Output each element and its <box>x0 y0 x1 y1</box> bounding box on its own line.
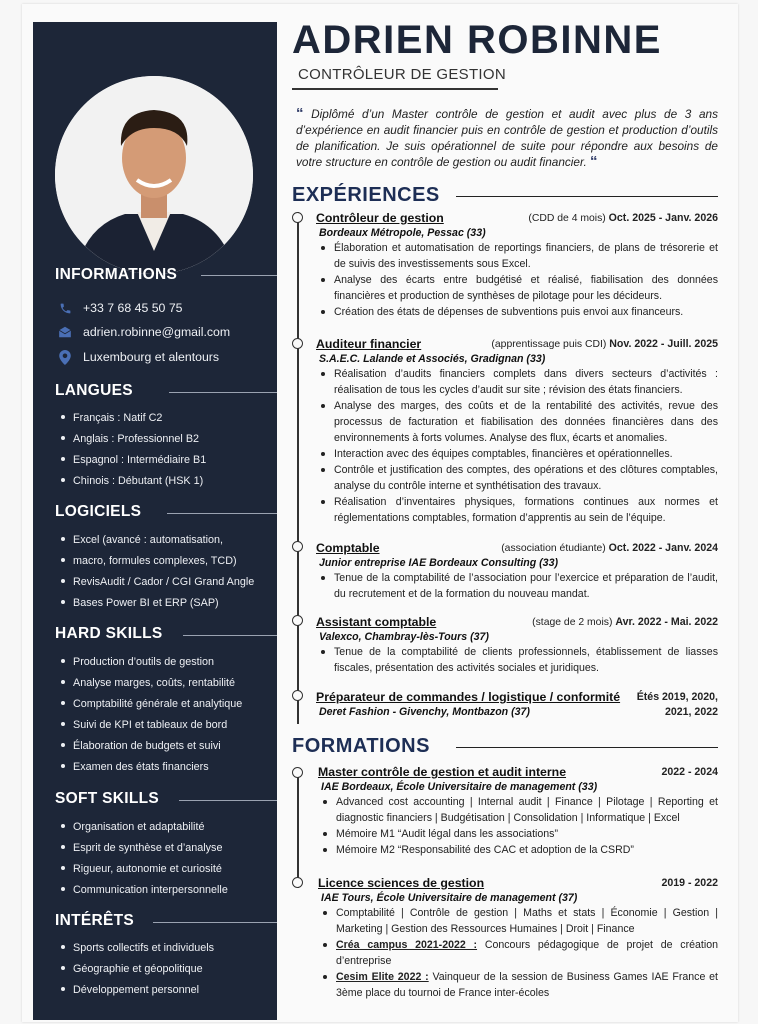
job-organization: Deret Fashion - Givenchy, Montbazon (37) <box>319 706 530 718</box>
hard-skills-title: HARD SKILLS <box>55 625 163 642</box>
job-organization: S.A.E.C. Lalande et Associés, Gradignan (33) <box>319 353 546 365</box>
list-item: Interaction avec des équipes comptables, financières et opérationnelles. <box>316 446 718 462</box>
job-entry <box>316 337 718 526</box>
divider <box>169 392 277 393</box>
job-title: Contrôleur de gestion <box>316 211 444 225</box>
divider <box>201 275 277 276</box>
soft-skills-list <box>61 817 228 901</box>
list-item-continuation: macro, formules complexes, TCD) <box>73 555 237 567</box>
list-item: Chinois : Débutant (HSK 1) <box>61 471 206 492</box>
langues-list <box>61 408 206 492</box>
list-item: Réalisation d’inventaires physiques, formations continues aux normes et réglementations comptables, formation d’apprentis au sein de l’équipe. <box>316 494 718 526</box>
job-entry <box>316 211 718 320</box>
list-item: Élaboration et automatisation de reportings financiers, de plans de trésorerie et de suivis des investissements sous Excel. <box>316 240 718 272</box>
list-item: Analyse des marges, des coûts et de la rentabilité des activités, revue des processus de facturation et fiabilisation des données financières dans des environnements à forts volumes. Analyse des flux, écarts et anomalies. <box>316 398 718 446</box>
sidebar <box>33 22 277 1020</box>
job-meta <box>491 338 718 350</box>
list-item: Analyse des écarts entre budgétisé et réalisé, fiabilisation des données financières et production de synthèses de pilotage pour les décideurs. <box>316 272 718 304</box>
list-item: Création des états de dépenses de subventions puis envoi aux financeurs. <box>316 304 718 320</box>
list-item: Tenue de la comptabilité de l’association pour l’exercice et préparation de l’audit, du recrutement et de la formation du nouveau mandat. <box>316 570 718 602</box>
formation-title: Licence sciences de gestion <box>318 876 485 890</box>
phone-row <box>57 300 183 316</box>
formation-bullets <box>318 794 718 858</box>
job-bullets <box>316 570 718 602</box>
job-title: Comptable <box>316 541 380 555</box>
experiences-title: EXPÉRIENCES <box>292 184 440 206</box>
experience-timeline <box>297 212 299 724</box>
timeline-dot <box>292 338 303 349</box>
job-dates: Étés 2019, 2020, <box>636 691 718 703</box>
formation-school: IAE Bordeaux, École Universitaire de management (33) <box>321 781 598 793</box>
location-row <box>57 349 219 365</box>
list-item: Communication interpersonnelle <box>61 880 228 901</box>
job-type: (stage de 2 mois) <box>532 617 613 628</box>
divider <box>183 635 277 636</box>
formation-timeline <box>297 768 299 888</box>
formation-bullets <box>318 905 718 1001</box>
list-item: Développement personnel <box>61 980 214 1001</box>
job-type: (CDD de 4 mois) <box>528 213 606 224</box>
divider <box>179 800 277 801</box>
list-item: RevisAudit / Cador / CGI Grand Angle <box>61 572 254 593</box>
list-item: Suivi de KPI et tableaux de bord <box>61 715 242 736</box>
job-organization: Bordeaux Métropole, Pessac (33) <box>319 227 486 239</box>
job-dates: Nov. 2022 - Juill. 2025 <box>609 338 718 350</box>
job-title: Auditeur financier <box>316 337 422 351</box>
job-meta <box>528 212 718 224</box>
timeline-dot <box>292 877 303 888</box>
informations-title: INFORMATIONS <box>55 266 178 283</box>
job-dates: Avr. 2022 - Mai. 2022 <box>615 616 718 628</box>
formations-title: FORMATIONS <box>292 735 430 757</box>
list-item: Bases Power BI et ERP (SAP) <box>61 593 254 614</box>
role-underline <box>292 88 498 90</box>
profile-photo <box>55 76 253 274</box>
list-item: Réalisation d’audits financiers complets dans divers secteurs d’activités : réalisation de tous les cycles d’audit sur site ; révision des états financiers. <box>316 366 718 398</box>
interets-title: INTÉRÊTS <box>55 912 135 929</box>
list-item: Esprit de synthèse et d’analyse <box>61 838 228 859</box>
job-meta <box>532 616 718 628</box>
list-item: Géographie et géopolitique <box>61 959 214 980</box>
list-item: Organisation et adaptabilité <box>61 817 228 838</box>
timeline-dot <box>292 615 303 626</box>
job-role: CONTRÔLEUR DE GESTION <box>298 66 506 83</box>
logiciels-title: LOGICIELS <box>55 503 142 520</box>
list-item: Anglais : Professionnel B2 <box>61 429 206 450</box>
list-item: Mémoire M1 “Audit légal dans les associations” <box>318 826 718 842</box>
formation-entry <box>318 876 718 1001</box>
email-address[interactable]: adrien.robinne@gmail.com <box>83 325 231 339</box>
list-item: Sports collectifs et individuels <box>61 938 214 959</box>
soft-skills-title: SOFT SKILLS <box>55 790 160 807</box>
close-quote-icon: “ <box>590 153 598 170</box>
job-title: Assistant comptable <box>316 615 437 629</box>
award-label: Créa campus 2021-2022 : <box>336 939 478 951</box>
job-dates: Oct. 2025 - Janv. 2026 <box>608 212 718 224</box>
hard-skills-list <box>61 652 242 778</box>
summary-text: Diplômé d’un Master contrôle de gestion et audit avec plus de 3 ans d’expérience en audit financier puis en contrôle de gestion et production d’outils de planification. Je suis opérationnel de suite pour répondre aux besoins de votre structure en contrôle de gestion ou audit financier. <box>296 107 718 169</box>
divider <box>456 747 718 748</box>
interets-list <box>61 938 214 1001</box>
list-item <box>61 551 254 572</box>
list-item: Analyse marges, coûts, rentabilité <box>61 673 242 694</box>
job-type: (apprentissage puis CDI) <box>491 339 607 350</box>
list-item: Tenue de la comptabilité de clients professionnels, établissement de liasses fiscales, présentation des activités sociales et juridiques. <box>316 644 718 676</box>
job-title: Préparateur de commandes / logistique / conformité <box>316 690 621 704</box>
formation-title: Master contrôle de gestion et audit interne <box>318 765 567 779</box>
formation-school: IAE Tours, École Universitaire de management (37) <box>321 892 578 904</box>
phone-number[interactable]: +33 7 68 45 50 75 <box>83 301 183 315</box>
timeline-dot <box>292 212 303 223</box>
email-row <box>57 324 230 340</box>
job-entry <box>316 690 718 718</box>
list-item: Comptabilité générale et analytique <box>61 694 242 715</box>
list-item: Espagnol : Intermédiaire B1 <box>61 450 206 471</box>
email-icon <box>57 324 73 340</box>
divider <box>153 922 277 923</box>
job-type: (association étudiante) <box>501 543 606 554</box>
divider <box>167 513 277 514</box>
list-item: Comptabilité | Contrôle de gestion | Maths et stats | Économie | Gestion | Marketing | Gestion des Ressources Humaines | Droit | Finance <box>318 905 718 937</box>
list-item: Français : Natif C2 <box>61 408 206 429</box>
award-text: Vainqueur de la session de Business Games IAE France et 3ème place du tournoi de France inter-écoles <box>336 971 719 999</box>
list-item <box>318 969 718 1001</box>
phone-icon <box>57 300 73 316</box>
job-entry <box>316 541 718 602</box>
list-item: Advanced cost accounting | Internal audit | Finance | Pilotage | Reporting et diagnostic financiers | Budgétisation | Consolidation | Informatique | Excel <box>318 794 718 826</box>
langues-title: LANGUES <box>55 382 133 399</box>
formation-dates: 2022 - 2024 <box>661 766 718 778</box>
job-organization: Valexco, Chambray-lès-Tours (37) <box>319 631 489 643</box>
timeline-dot <box>292 690 303 701</box>
job-bullets <box>316 366 718 526</box>
open-quote-icon: “ <box>296 105 304 122</box>
location-pin-icon <box>57 349 73 365</box>
list-item: Mémoire M2 “Responsabilité des CAC et adoption de la CSRD” <box>318 842 718 858</box>
award-label: Cesim Elite 2022 : <box>336 971 429 983</box>
list-item <box>318 937 718 969</box>
job-dates-continued: 2021, 2022 <box>664 706 718 718</box>
summary <box>296 106 718 170</box>
logiciels-list <box>61 530 254 614</box>
list-item: Excel (avancé : automatisation, <box>61 530 254 551</box>
location: Luxembourg et alentours <box>83 350 220 364</box>
formation-dates: 2019 - 2022 <box>661 877 718 889</box>
job-meta <box>501 542 718 554</box>
job-bullets <box>316 644 718 676</box>
candidate-name: ADRIEN ROBINNE <box>292 18 662 62</box>
job-organization: Junior entreprise IAE Bordeaux Consulting (33) <box>319 557 558 569</box>
formation-entry <box>318 765 718 858</box>
list-item: Examen des états financiers <box>61 757 242 778</box>
job-entry <box>316 615 718 676</box>
job-dates: Oct. 2022 - Janv. 2024 <box>608 542 718 554</box>
list-item: Production d’outils de gestion <box>61 652 242 673</box>
divider <box>456 196 718 197</box>
award-text: Concours pédagogique de projet de création d’entreprise <box>336 939 718 967</box>
list-item: Contrôle et justification des comptes, des opérations et des clôtures comptables, analyse du contrôle interne et synthétisation des travaux. <box>316 462 718 494</box>
list-item: Élaboration de budgets et suivi <box>61 736 242 757</box>
timeline-dot <box>292 541 303 552</box>
list-item: Rigueur, autonomie et curiosité <box>61 859 228 880</box>
job-bullets <box>316 240 718 320</box>
timeline-dot <box>292 767 303 778</box>
